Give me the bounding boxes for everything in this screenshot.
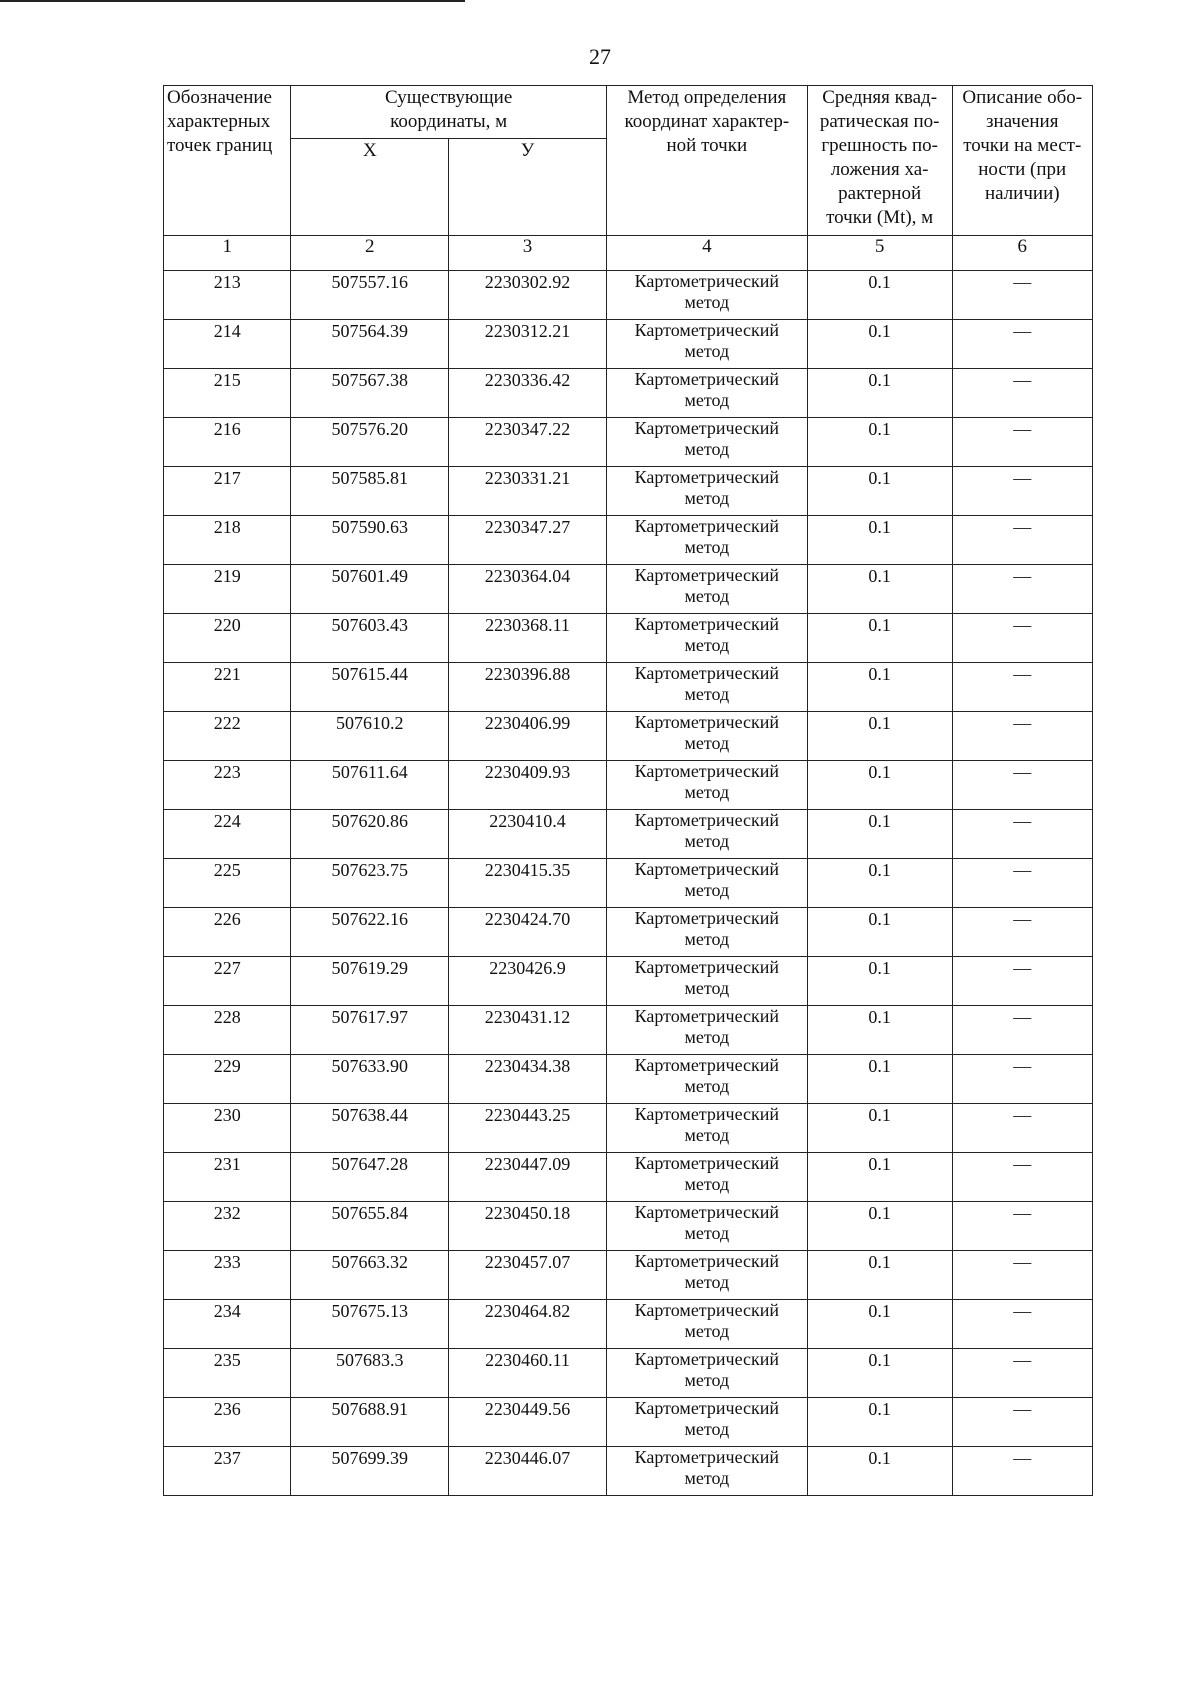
error-cell: 0.1 — [807, 614, 952, 663]
method-line: метод — [684, 488, 730, 508]
method-cell — [606, 271, 807, 320]
method-line: Картометрический — [634, 271, 780, 291]
method-line: метод — [684, 586, 730, 606]
error-cell: 0.1 — [807, 810, 952, 859]
error-cell: 0.1 — [807, 1349, 952, 1398]
method-line: Картометрический — [634, 565, 780, 585]
y-coordinate-cell: 2230450.18 — [449, 1202, 607, 1251]
x-coordinate-cell: 507638.44 — [291, 1104, 449, 1153]
header-text: характерных — [167, 111, 271, 132]
method-cell — [606, 1153, 807, 1202]
table-row — [164, 1447, 1093, 1496]
method-line: Картометрический — [634, 1300, 780, 1320]
description-cell: — — [952, 859, 1092, 908]
table-row — [164, 467, 1093, 516]
method-line: метод — [684, 292, 730, 312]
point-number-cell: 223 — [164, 761, 291, 810]
method-cell — [606, 1447, 807, 1496]
point-number-cell: 220 — [164, 614, 291, 663]
method-cell — [606, 663, 807, 712]
y-coordinate-cell: 2230396.88 — [449, 663, 607, 712]
method-line: Картометрический — [634, 1251, 780, 1271]
y-coordinate-cell: 2230426.9 — [449, 957, 607, 1006]
x-coordinate-cell: 507622.16 — [291, 908, 449, 957]
method-line: Картометрический — [634, 761, 780, 781]
header-text: Обозначение — [167, 87, 272, 108]
y-coordinate-cell: 2230364.04 — [449, 565, 607, 614]
method-line: метод — [684, 880, 730, 900]
column-number: 2 — [291, 236, 449, 271]
header-method — [606, 86, 807, 236]
error-cell: 0.1 — [807, 1153, 952, 1202]
method-line: метод — [684, 1272, 730, 1292]
table-row — [164, 369, 1093, 418]
method-line: метод — [684, 1370, 730, 1390]
x-coordinate-cell: 507610.2 — [291, 712, 449, 761]
method-cell — [606, 957, 807, 1006]
method-line: метод — [684, 1223, 730, 1243]
method-cell — [606, 1104, 807, 1153]
table-row — [164, 761, 1093, 810]
header-y: У — [449, 139, 607, 236]
description-cell: — — [952, 1251, 1092, 1300]
method-cell — [606, 1349, 807, 1398]
x-coordinate-cell: 507688.91 — [291, 1398, 449, 1447]
description-cell: — — [952, 418, 1092, 467]
method-line: метод — [684, 1125, 730, 1145]
method-line: метод — [684, 1076, 730, 1096]
description-cell: — — [952, 467, 1092, 516]
point-number-cell: 233 — [164, 1251, 291, 1300]
error-cell: 0.1 — [807, 761, 952, 810]
method-line: метод — [684, 978, 730, 998]
x-coordinate-cell: 507567.38 — [291, 369, 449, 418]
method-line: Картометрический — [634, 1104, 780, 1124]
y-coordinate-cell: 2230409.93 — [449, 761, 607, 810]
method-line: Картометрический — [634, 1202, 780, 1222]
error-cell: 0.1 — [807, 271, 952, 320]
point-number-cell: 225 — [164, 859, 291, 908]
header-point-designation — [164, 86, 291, 236]
method-line: метод — [684, 635, 730, 655]
method-cell — [606, 712, 807, 761]
description-cell: — — [952, 1055, 1092, 1104]
method-line: Картометрический — [634, 320, 780, 340]
description-cell: — — [952, 712, 1092, 761]
error-cell: 0.1 — [807, 1202, 952, 1251]
column-number: 4 — [606, 236, 807, 271]
table-row — [164, 1006, 1093, 1055]
header-text: ной точки — [666, 135, 748, 156]
y-coordinate-cell: 2230331.21 — [449, 467, 607, 516]
description-cell: — — [952, 1398, 1092, 1447]
error-cell: 0.1 — [807, 1300, 952, 1349]
error-cell: 0.1 — [807, 908, 952, 957]
error-cell: 0.1 — [807, 369, 952, 418]
method-cell — [606, 565, 807, 614]
method-line: Картометрический — [634, 859, 780, 879]
table-row — [164, 957, 1093, 1006]
y-coordinate-cell: 2230457.07 — [449, 1251, 607, 1300]
method-cell — [606, 418, 807, 467]
description-cell: — — [952, 1202, 1092, 1251]
point-number-cell: 232 — [164, 1202, 291, 1251]
x-coordinate-cell: 507647.28 — [291, 1153, 449, 1202]
header-row-1 — [164, 86, 1093, 139]
x-coordinate-cell: 507557.16 — [291, 271, 449, 320]
point-number-cell: 235 — [164, 1349, 291, 1398]
header-text: ности (при — [978, 159, 1067, 180]
point-number-cell: 218 — [164, 516, 291, 565]
description-cell: — — [952, 516, 1092, 565]
x-coordinate-cell: 507590.63 — [291, 516, 449, 565]
header-description — [952, 86, 1092, 236]
column-number-row — [164, 236, 1093, 271]
y-coordinate-cell: 2230460.11 — [449, 1349, 607, 1398]
error-cell: 0.1 — [807, 418, 952, 467]
method-line: метод — [684, 1027, 730, 1047]
method-line: Картометрический — [634, 467, 780, 487]
point-number-cell: 231 — [164, 1153, 291, 1202]
description-cell: — — [952, 1447, 1092, 1496]
point-number-cell: 214 — [164, 320, 291, 369]
method-cell — [606, 761, 807, 810]
method-line: Картометрический — [634, 1006, 780, 1026]
x-coordinate-cell: 507683.3 — [291, 1349, 449, 1398]
header-text: ложения ха- — [830, 159, 929, 180]
column-number: 6 — [952, 236, 1092, 271]
method-cell — [606, 859, 807, 908]
table-row — [164, 663, 1093, 712]
y-coordinate-cell: 2230449.56 — [449, 1398, 607, 1447]
description-cell: — — [952, 1006, 1092, 1055]
method-line: Картометрический — [634, 1447, 780, 1467]
method-cell — [606, 1006, 807, 1055]
method-line: Картометрический — [634, 369, 780, 389]
point-number-cell: 234 — [164, 1300, 291, 1349]
y-coordinate-cell: 2230464.82 — [449, 1300, 607, 1349]
header-text: Описание обо- — [962, 87, 1083, 108]
description-cell: — — [952, 761, 1092, 810]
method-cell — [606, 320, 807, 369]
table-row — [164, 1055, 1093, 1104]
y-coordinate-cell: 2230312.21 — [449, 320, 607, 369]
error-cell: 0.1 — [807, 467, 952, 516]
header-text: значения — [986, 111, 1059, 132]
point-number-cell: 237 — [164, 1447, 291, 1496]
header-text: грешность по- — [821, 135, 938, 156]
method-line: метод — [684, 831, 730, 851]
error-cell: 0.1 — [807, 320, 952, 369]
y-coordinate-cell: 2230431.12 — [449, 1006, 607, 1055]
method-line: Картометрический — [634, 663, 780, 683]
table-row — [164, 1300, 1093, 1349]
table-row — [164, 859, 1093, 908]
table-row — [164, 712, 1093, 761]
description-cell: — — [952, 810, 1092, 859]
y-coordinate-cell: 2230446.07 — [449, 1447, 607, 1496]
point-number-cell: 222 — [164, 712, 291, 761]
table-row — [164, 516, 1093, 565]
method-line: метод — [684, 341, 730, 361]
x-coordinate-cell: 507619.29 — [291, 957, 449, 1006]
description-cell: — — [952, 663, 1092, 712]
header-mean-square-error — [807, 86, 952, 236]
method-cell — [606, 516, 807, 565]
table-row — [164, 810, 1093, 859]
header-existing-coordinates — [291, 86, 606, 139]
y-coordinate-cell: 2230415.35 — [449, 859, 607, 908]
method-line: Картометрический — [634, 1398, 780, 1418]
x-coordinate-cell: 507603.43 — [291, 614, 449, 663]
method-line: метод — [684, 684, 730, 704]
point-number-cell: 236 — [164, 1398, 291, 1447]
error-cell: 0.1 — [807, 957, 952, 1006]
description-cell: — — [952, 1349, 1092, 1398]
x-coordinate-cell: 507663.32 — [291, 1251, 449, 1300]
description-cell: — — [952, 957, 1092, 1006]
method-line: Картометрический — [634, 1153, 780, 1173]
y-coordinate-cell: 2230368.11 — [449, 614, 607, 663]
method-line: метод — [684, 1468, 730, 1488]
error-cell: 0.1 — [807, 565, 952, 614]
method-line: Картометрический — [634, 516, 780, 536]
point-number-cell: 228 — [164, 1006, 291, 1055]
method-line: метод — [684, 782, 730, 802]
x-coordinate-cell: 507699.39 — [291, 1447, 449, 1496]
error-cell: 0.1 — [807, 1055, 952, 1104]
description-cell: — — [952, 320, 1092, 369]
point-number-cell: 216 — [164, 418, 291, 467]
header-text: ратическая по- — [819, 111, 940, 132]
description-cell: — — [952, 369, 1092, 418]
description-cell: — — [952, 1104, 1092, 1153]
method-cell — [606, 908, 807, 957]
description-cell: — — [952, 1300, 1092, 1349]
method-line: метод — [684, 733, 730, 753]
x-coordinate-cell: 507675.13 — [291, 1300, 449, 1349]
x-coordinate-cell: 507585.81 — [291, 467, 449, 516]
x-coordinate-cell: 507564.39 — [291, 320, 449, 369]
header-text: Существующие — [385, 87, 513, 108]
method-line: метод — [684, 1174, 730, 1194]
y-coordinate-cell: 2230347.22 — [449, 418, 607, 467]
table-row — [164, 418, 1093, 467]
point-number-cell: 226 — [164, 908, 291, 957]
point-number-cell: 230 — [164, 1104, 291, 1153]
method-cell — [606, 1398, 807, 1447]
x-coordinate-cell: 507623.75 — [291, 859, 449, 908]
header-text: наличии) — [984, 183, 1060, 204]
y-coordinate-cell: 2230443.25 — [449, 1104, 607, 1153]
method-line: метод — [684, 1321, 730, 1341]
table-row — [164, 908, 1093, 957]
header-text: рактерной — [838, 183, 922, 204]
description-cell: — — [952, 271, 1092, 320]
method-cell — [606, 614, 807, 663]
y-coordinate-cell: 2230406.99 — [449, 712, 607, 761]
method-line: Картометрический — [634, 418, 780, 438]
description-cell: — — [952, 1153, 1092, 1202]
error-cell: 0.1 — [807, 1398, 952, 1447]
method-line: метод — [684, 1419, 730, 1439]
x-coordinate-cell: 507601.49 — [291, 565, 449, 614]
point-number-cell: 221 — [164, 663, 291, 712]
x-coordinate-cell: 507611.64 — [291, 761, 449, 810]
header-text: Метод определения — [627, 87, 787, 108]
method-cell — [606, 1300, 807, 1349]
header-text: координаты, м — [390, 111, 508, 132]
method-line: Картометрический — [634, 614, 780, 634]
x-coordinate-cell: 507615.44 — [291, 663, 449, 712]
table-row — [164, 614, 1093, 663]
point-number-cell: 217 — [164, 467, 291, 516]
x-coordinate-cell: 507655.84 — [291, 1202, 449, 1251]
method-line: Картометрический — [634, 810, 780, 830]
table-row — [164, 1153, 1093, 1202]
column-number: 5 — [807, 236, 952, 271]
header-text: Средняя квад- — [822, 87, 938, 108]
y-coordinate-cell: 2230410.4 — [449, 810, 607, 859]
page-number: 27 — [589, 44, 611, 69]
x-coordinate-cell: 507620.86 — [291, 810, 449, 859]
method-line: метод — [684, 439, 730, 459]
point-number-cell: 219 — [164, 565, 291, 614]
error-cell: 0.1 — [807, 1006, 952, 1055]
y-coordinate-cell: 2230434.38 — [449, 1055, 607, 1104]
error-cell: 0.1 — [807, 663, 952, 712]
point-number-cell: 229 — [164, 1055, 291, 1104]
top-rule — [0, 0, 465, 2]
y-coordinate-cell: 2230336.42 — [449, 369, 607, 418]
method-line: метод — [684, 390, 730, 410]
error-cell: 0.1 — [807, 516, 952, 565]
header-x: X — [291, 139, 449, 236]
method-cell — [606, 1055, 807, 1104]
method-cell — [606, 1202, 807, 1251]
header-text: точки (Mt), м — [826, 207, 934, 228]
point-number-cell: 227 — [164, 957, 291, 1006]
error-cell: 0.1 — [807, 1251, 952, 1300]
method-cell — [606, 369, 807, 418]
y-coordinate-cell: 2230424.70 — [449, 908, 607, 957]
method-line: Картометрический — [634, 908, 780, 928]
description-cell: — — [952, 908, 1092, 957]
error-cell: 0.1 — [807, 1104, 952, 1153]
table-row — [164, 565, 1093, 614]
x-coordinate-cell: 507633.90 — [291, 1055, 449, 1104]
column-number: 1 — [164, 236, 291, 271]
method-line: метод — [684, 929, 730, 949]
description-cell: — — [952, 614, 1092, 663]
method-cell — [606, 1251, 807, 1300]
method-line: Картометрический — [634, 957, 780, 977]
x-coordinate-cell: 507617.97 — [291, 1006, 449, 1055]
table-row — [164, 1104, 1093, 1153]
method-line: Картометрический — [634, 712, 780, 732]
method-line: Картометрический — [634, 1055, 780, 1075]
header-text: точек границ — [167, 135, 273, 156]
error-cell: 0.1 — [807, 712, 952, 761]
header-text: точки на мест- — [963, 135, 1082, 156]
x-coordinate-cell: 507576.20 — [291, 418, 449, 467]
method-cell — [606, 810, 807, 859]
table-row — [164, 1398, 1093, 1447]
table-row — [164, 1251, 1093, 1300]
column-number: 3 — [449, 236, 607, 271]
table-row — [164, 1349, 1093, 1398]
table-row — [164, 271, 1093, 320]
method-line: метод — [684, 537, 730, 557]
description-cell: — — [952, 565, 1092, 614]
header-text: координат характер- — [624, 111, 790, 132]
error-cell: 0.1 — [807, 859, 952, 908]
y-coordinate-cell: 2230302.92 — [449, 271, 607, 320]
point-number-cell: 213 — [164, 271, 291, 320]
y-coordinate-cell: 2230347.27 — [449, 516, 607, 565]
table-body — [164, 271, 1093, 1496]
table-row — [164, 1202, 1093, 1251]
point-number-cell: 215 — [164, 369, 291, 418]
point-number-cell: 224 — [164, 810, 291, 859]
table-row — [164, 320, 1093, 369]
coordinates-table — [163, 85, 1093, 1496]
y-coordinate-cell: 2230447.09 — [449, 1153, 607, 1202]
method-cell — [606, 467, 807, 516]
method-line: Картометрический — [634, 1349, 780, 1369]
error-cell: 0.1 — [807, 1447, 952, 1496]
